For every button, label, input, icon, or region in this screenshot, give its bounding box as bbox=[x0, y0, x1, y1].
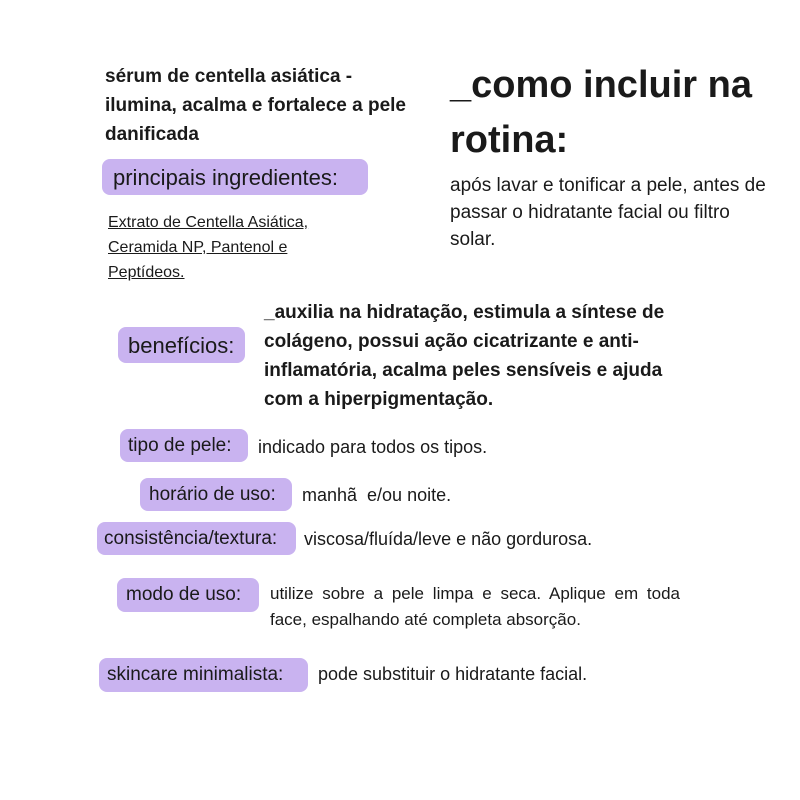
consistency-value: viscosa/fluída/leve e não gordurosa. bbox=[304, 529, 593, 549]
routine-heading: _como incluir na rotina: bbox=[450, 64, 752, 161]
minimalist-value: pode substituir o hidratante facial. bbox=[318, 664, 588, 684]
consistency-label: consistência/textura: bbox=[97, 522, 296, 555]
product-title: sérum de centella asiática - ilumina, acalma e fortalece a pele danificada bbox=[105, 66, 406, 145]
usage-time-label: horário de uso: bbox=[140, 478, 292, 511]
ingredients-text: Extrato de Centella Asiática, Ceramida NP, Pantenol e Peptídeos. bbox=[108, 214, 309, 281]
how-to-use-label: modo de uso: bbox=[117, 578, 259, 612]
benefits-label: benefícios: bbox=[118, 327, 245, 363]
how-to-use-value: utilize sobre a pele limpa e seca. Aplique em toda face, espalhando até completa absorção. bbox=[270, 584, 680, 629]
usage-time-value: manhã e/ou noite. bbox=[302, 485, 452, 505]
benefits-text: _auxilia na hidratação, estimula a síntese de colágeno, possui ação cicatrizante e anti-inflamatória, acalma peles sensíveis e ajuda com a hiperpigmentação. bbox=[264, 302, 665, 410]
minimalist-label: skincare minimalista: bbox=[99, 658, 308, 692]
skin-type-label: tipo de pele: bbox=[120, 429, 248, 462]
routine-text: após lavar e tonificar a pele, antes de passar o hidratante facial ou filtro solar. bbox=[450, 175, 766, 250]
skin-type-value: indicado para todos os tipos. bbox=[258, 437, 488, 457]
ingredients-label: principais ingredientes: bbox=[102, 159, 368, 195]
